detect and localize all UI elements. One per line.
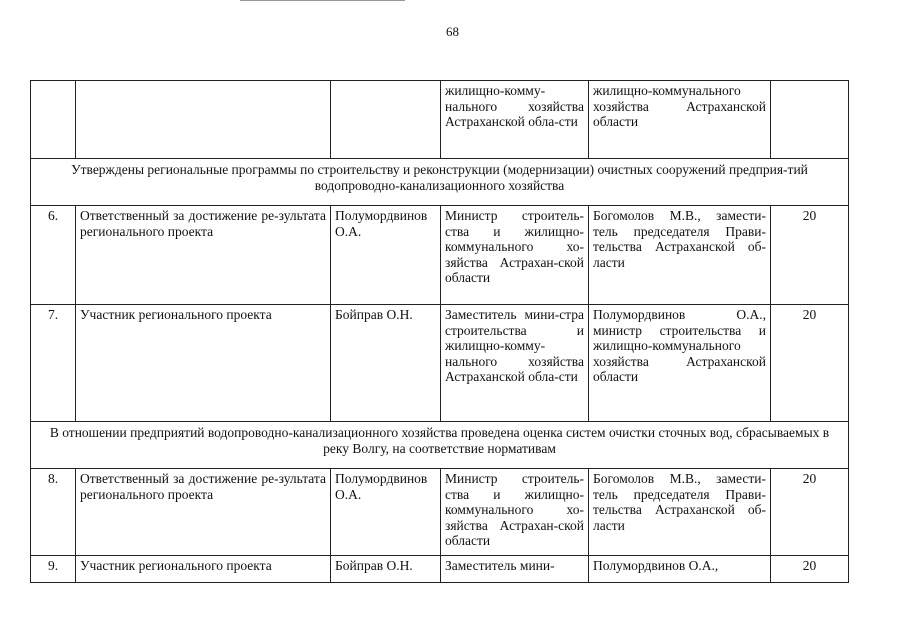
cell-supervisor: Богомолов М.В., замести-тель председателя Прави-тельства Астраханской об-ласти bbox=[589, 469, 771, 556]
cell-value: 20 bbox=[771, 469, 849, 556]
cell-value: 20 bbox=[771, 305, 849, 422]
cell-num: 6. bbox=[31, 206, 76, 305]
table-row bbox=[31, 469, 849, 556]
page-number: 68 bbox=[446, 24, 459, 39]
cell-position: Министр строитель-ства и жилищно-коммунального хо-зяйства Астрахан-ской области bbox=[441, 469, 589, 556]
page-top-rule bbox=[240, 0, 405, 1]
cell-num: 7. bbox=[31, 305, 76, 422]
cell-value bbox=[771, 81, 849, 159]
table-row bbox=[31, 556, 849, 583]
cell-position: Министр строитель-ства и жилищно-коммунального хо-зяйства Астрахан-ской области bbox=[441, 206, 589, 305]
cell-role: Ответственный за достижение ре-зультата регионального проекта bbox=[76, 469, 331, 556]
cell-num: 9. bbox=[31, 556, 76, 583]
cell-name: Полумордвинов О.А. bbox=[331, 206, 441, 305]
cell-supervisor: Полумордвинов О.А., bbox=[589, 556, 771, 583]
cell-position: жилищно-комму-нального хозяйства Астраханской обла-сти bbox=[441, 81, 589, 159]
cell-position: Заместитель мини- bbox=[441, 556, 589, 583]
cell-position: Заместитель мини-стра строительства и жилищно-комму-нального хозяйства Астраханской обла-сти bbox=[441, 305, 589, 422]
cell-role: Ответственный за достижение ре-зультата регионального проекта bbox=[76, 206, 331, 305]
cell-name bbox=[331, 81, 441, 159]
section-heading: В отношении предприятий водопроводно-канализационного хозяйства проведена оценка систем очистки сточных вод, сбрасываемых в реку Волгу, на соответствие нормативам bbox=[31, 422, 849, 469]
section-row bbox=[31, 422, 849, 469]
cell-role: Участник регионального проекта bbox=[76, 305, 331, 422]
cell-supervisor: жилищно-коммунального хозяйства Астраханской области bbox=[589, 81, 771, 159]
cell-role bbox=[76, 81, 331, 159]
cell-name: Полумордвинов О.А. bbox=[331, 469, 441, 556]
section-heading: Утверждены региональные программы по строительству и реконструкции (модернизации) очистных сооружений предприя-тий водопроводно-канализационного хозяйства bbox=[31, 159, 849, 206]
participants-table bbox=[30, 80, 849, 583]
cell-value: 20 bbox=[771, 206, 849, 305]
cell-num: 8. bbox=[31, 469, 76, 556]
cell-name: Бойправ О.Н. bbox=[331, 305, 441, 422]
table-row bbox=[31, 206, 849, 305]
table-row-continued bbox=[31, 81, 849, 159]
cell-supervisor: Полумордвинов О.А., министр строительства и жилищно-коммунального хозяйства Астраханской области bbox=[589, 305, 771, 422]
cell-name: Бойправ О.Н. bbox=[331, 556, 441, 583]
cell-supervisor: Богомолов М.В., замести-тель председателя Прави-тельства Астраханской об-ласти bbox=[589, 206, 771, 305]
cell-value: 20 bbox=[771, 556, 849, 583]
table-row bbox=[31, 305, 849, 422]
cell-num bbox=[31, 81, 76, 159]
section-row bbox=[31, 159, 849, 206]
cell-role: Участник регионального проекта bbox=[76, 556, 331, 583]
